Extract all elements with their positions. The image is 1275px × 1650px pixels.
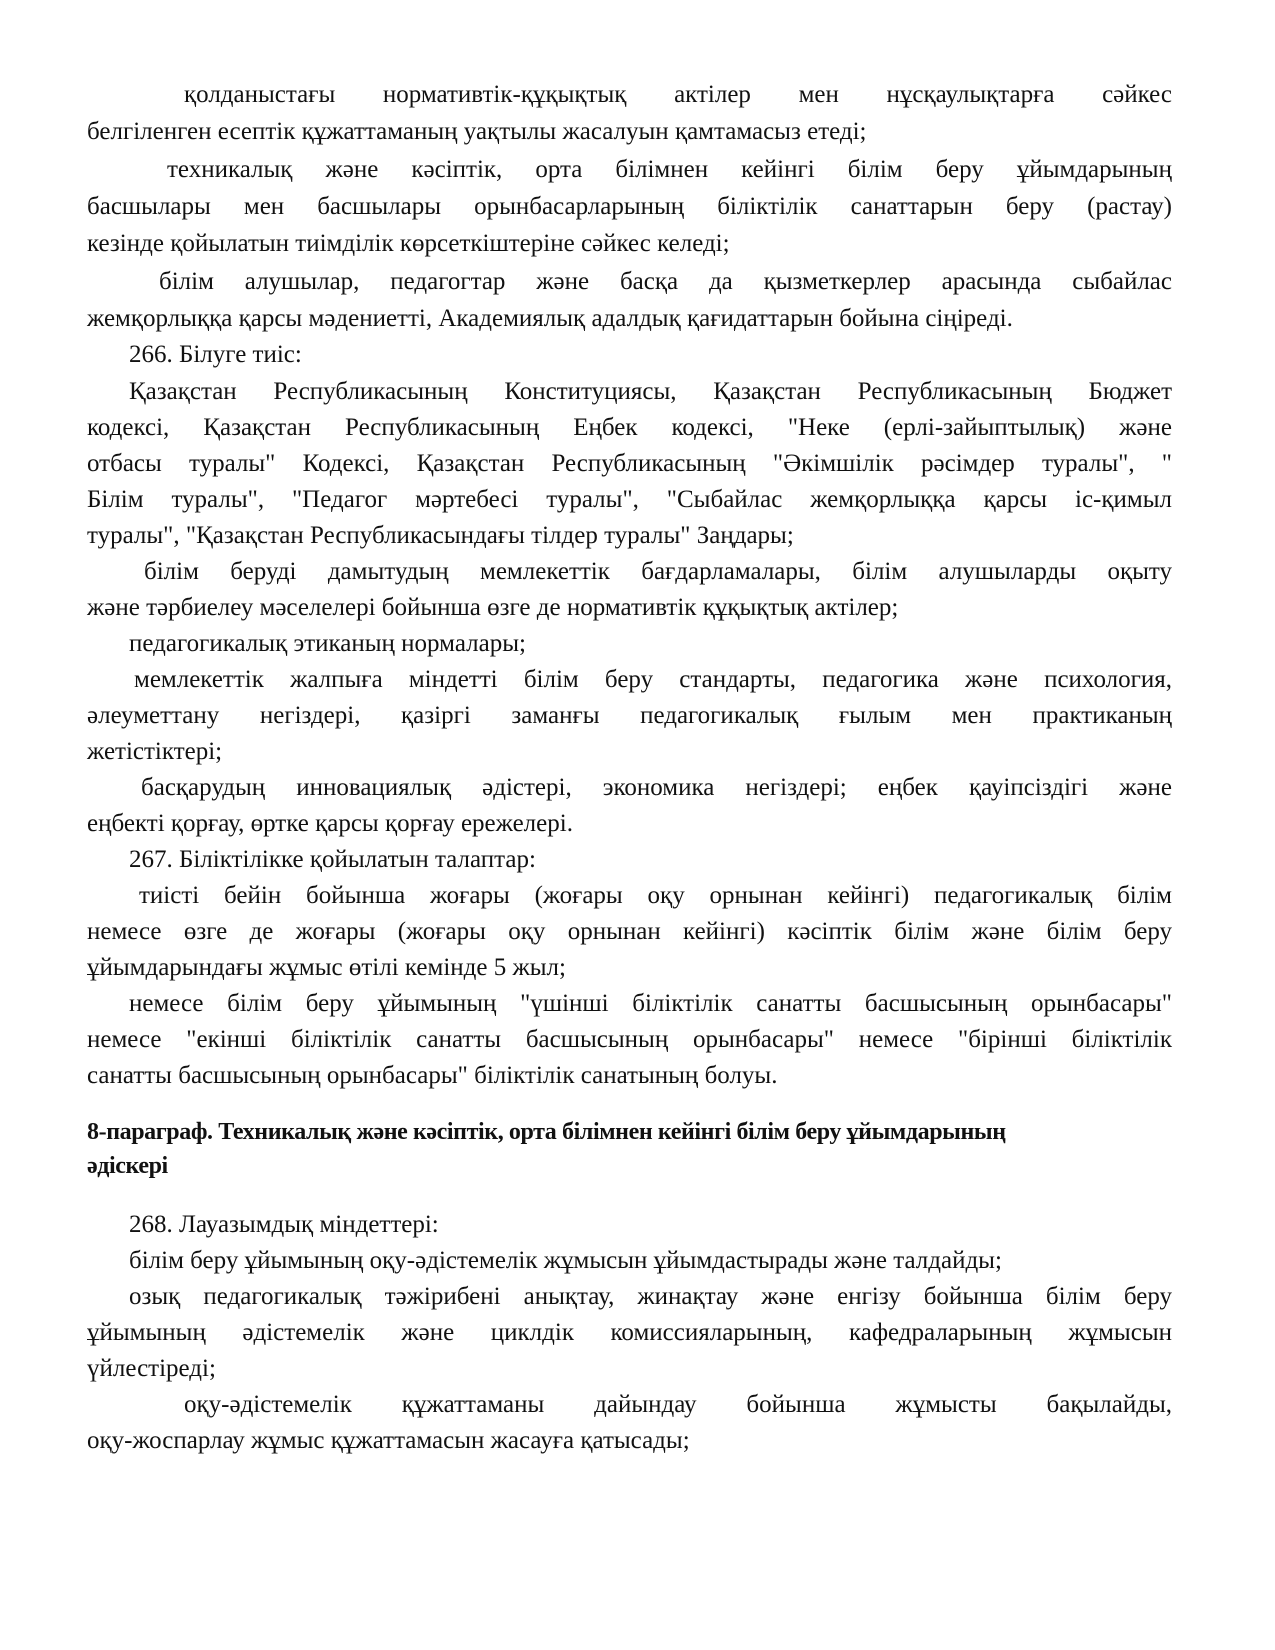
text-line: немесе "екінші біліктілік санатты басшысының орынбасары" немесе "бірінші біліктілік <box>87 1026 1172 1053</box>
text-line: санатты басшысының орынбасары" біліктілік санатының болуы. <box>87 1062 778 1089</box>
text-line: басшылары мен басшылары орынбасарларының біліктілік санаттарын беру (растау) <box>87 193 1172 220</box>
text-line: Білім туралы", "Педагог мәртебесі туралы", "Сыбайлас жемқорлыққа қарсы іс-қимыл <box>87 486 1172 513</box>
text-line: білім беру ұйымының оқу-әдістемелік жұмысын ұйымдастырады және талдайды; <box>129 1247 1002 1274</box>
text-line: білім беруді дамытудың мемлекеттік бағдарламалары, білім алушыларды оқыту <box>144 558 1172 585</box>
text-line: ұйымының әдістемелік және циклдік комиссияларының, кафедраларының жұмысын <box>87 1319 1172 1346</box>
text-line: және тәрбиелеу мәселелері бойынша өзге де нормативтік құқықтық актілер; <box>87 594 899 621</box>
text-line: ұйымдарындағы жұмыс өтілі кемінде 5 жыл; <box>87 954 566 981</box>
text-line: озық педагогикалық тәжірибені анықтау, жинақтау және енгізу бойынша білім беру <box>129 1283 1172 1310</box>
text-line: кезінде қойылатын тиімділік көрсеткіштеріне сәйкес келеді; <box>87 230 730 257</box>
text-line: оқу-жоспарлау жұмыс құжаттамасын жасауға қатысады; <box>87 1427 690 1454</box>
text-line: кодексі, Қазақстан Республикасының Еңбек кодексі, "Неке (ерлі-зайыптылық) және <box>87 414 1172 441</box>
text-line: Қазақстан Республикасының Конституциясы, Қазақстан Республикасының Бюджет <box>129 378 1172 405</box>
section-heading-continued: әдіскері <box>87 1153 168 1179</box>
text-line: басқарудың инновациялық әдістері, экономика негіздері; еңбек қауіпсіздігі және <box>141 774 1172 801</box>
text-line: қолданыстағы нормативтік-құқықтық актілер мен нұсқаулықтарға сәйкес <box>184 81 1172 108</box>
text-line: отбасы туралы" Кодексі, Қазақстан Республикасының "Әкімшілік рәсімдер туралы", " <box>87 450 1172 477</box>
text-line: жемқорлыққа қарсы мәдениетті, Академиялық адалдық қағидаттарын бойына сіңіреді. <box>87 305 1013 332</box>
paragraph-number-267: 267. Біліктілікке қойылатын талаптар: <box>129 846 536 873</box>
text-line: туралы", "Қазақстан Республикасындағы тілдер туралы" Заңдары; <box>87 522 794 549</box>
text-line: техникалық және кәсіптік, орта білімнен кейінгі білім беру ұйымдарының <box>167 156 1172 183</box>
text-line: оқу-әдістемелік құжаттаманы дайындау бойынша жұмысты бақылайды, <box>184 1391 1172 1418</box>
text-line: педагогикалық этиканың нормалары; <box>129 630 526 657</box>
text-line: тиісті бейін бойынша жоғары (жоғары оқу орнынан кейінгі) педагогикалық білім <box>139 882 1172 909</box>
text-line: мемлекеттік жалпыға міндетті білім беру стандарты, педагогика және психология, <box>134 666 1172 693</box>
text-line: еңбекті қорғау, өртке қарсы қорғау ережелері. <box>87 810 573 837</box>
text-line: білім алушылар, педагогтар және басқа да қызметкерлер арасында сыбайлас <box>159 268 1172 295</box>
text-line: белгіленген есептік құжаттаманың уақтылы жасалуын қамтамасыз етеді; <box>87 118 867 145</box>
text-line: әлеуметтану негіздері, қазіргі заманғы педагогикалық ғылым мен практиканың <box>87 702 1172 729</box>
text-line: немесе өзге де жоғары (жоғары оқу орнынан кейінгі) кәсіптік білім және білім беру <box>87 918 1172 945</box>
paragraph-number-268: 268. Лауазымдық міндеттері: <box>129 1211 439 1238</box>
text-line: немесе білім беру ұйымының "үшінші біліктілік санатты басшысының орынбасары" <box>129 990 1172 1017</box>
paragraph-number-266: 266. Білуге тиіс: <box>129 341 302 368</box>
text-line: үйлестіреді; <box>87 1355 216 1382</box>
section-heading: 8-параграф. Техникалық және кәсіптік, орта білімнен кейінгі білім беру ұйымдарының <box>87 1119 1006 1145</box>
text-line: жетістіктері; <box>87 738 223 765</box>
